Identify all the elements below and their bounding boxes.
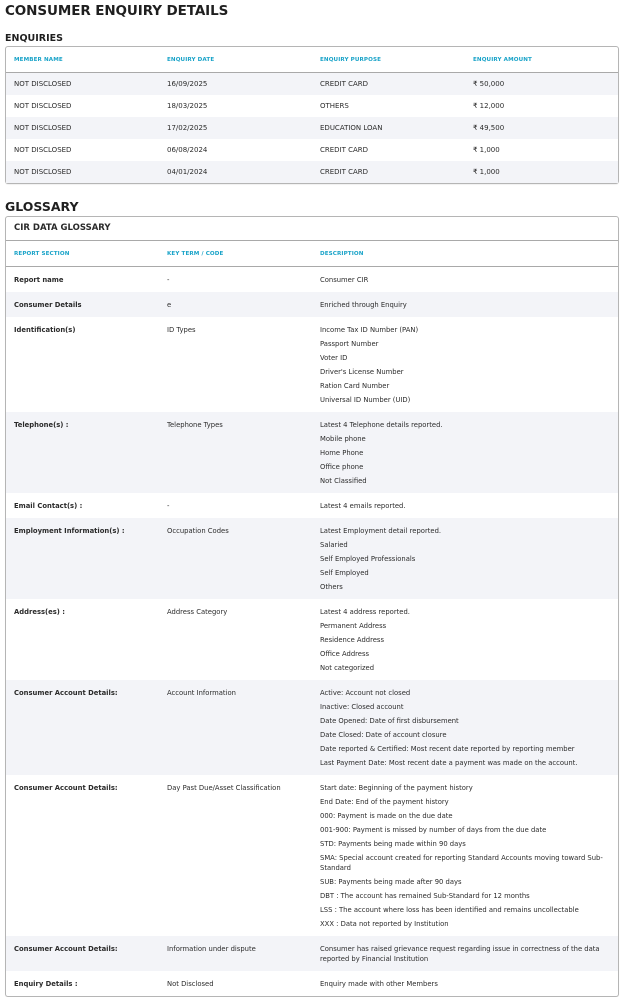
key-term-text: - — [167, 502, 170, 510]
description-line: Driver's License Number — [320, 368, 404, 376]
description — [312, 680, 618, 775]
description-line: Enriched through Enquiry — [320, 301, 407, 309]
description-line: 000: Payment is made on the due date — [320, 812, 453, 820]
table-row — [6, 95, 618, 117]
enquiries-header-row — [6, 47, 618, 73]
report-section — [6, 317, 159, 412]
member-name: NOT DISCLOSED — [14, 80, 72, 88]
key-term — [159, 775, 312, 936]
description-line: Ration Card Number — [320, 382, 390, 390]
description — [312, 292, 618, 317]
description-line: Latest 4 Telephone details reported. — [320, 421, 443, 429]
glossary-row — [6, 412, 618, 493]
glossary-table — [6, 241, 618, 996]
description-line: Salaried — [320, 541, 348, 549]
column-header-enquiry-purpose: ENQUIRY PURPOSE — [312, 47, 465, 73]
glossary-header-row — [6, 241, 618, 267]
key-term-text: Occupation Codes — [167, 527, 229, 535]
description-line: Not categorized — [320, 664, 375, 672]
description-line: Active: Account not closed — [320, 689, 411, 697]
enquiry-date: 16/09/2025 — [167, 80, 208, 88]
description-line: DBT : The account has remained Sub-Standard for 12 months — [320, 892, 530, 900]
table-row — [6, 139, 618, 161]
report-section — [6, 971, 159, 996]
enquiries-card — [5, 46, 619, 184]
description-line: Date Closed: Date of account closure — [320, 731, 447, 739]
description — [312, 936, 618, 971]
enquiries-title: ENQUIRIES — [5, 33, 63, 44]
glossary-card-title: CIR DATA GLOSSARY — [6, 217, 618, 241]
enquiry-date: 04/01/2024 — [167, 168, 208, 176]
glossary-row — [6, 936, 618, 971]
report-section — [6, 599, 159, 680]
key-term-text: Not Disclosed — [167, 980, 214, 988]
key-term-text: e — [167, 301, 172, 309]
enquiry-amount: ₹ 50,000 — [473, 80, 505, 88]
description-line: Enquiry made with other Members — [320, 980, 438, 988]
enquiries-table — [6, 47, 618, 183]
column-header-member-name: MEMBER NAME — [6, 47, 159, 73]
report-section — [6, 267, 159, 293]
description-line: Latest 4 address reported. — [320, 608, 410, 616]
description — [312, 267, 618, 293]
enquiry-amount: ₹ 1,000 — [473, 168, 500, 176]
key-term-text: ID Types — [167, 326, 196, 334]
key-term — [159, 412, 312, 493]
key-term-text: - — [167, 276, 170, 284]
glossary-row — [6, 971, 618, 996]
description-line: Passport Number — [320, 340, 379, 348]
table-row — [6, 161, 618, 183]
description — [312, 412, 618, 493]
description-line: Permanent Address — [320, 622, 387, 630]
description-line: SUB: Payments being made after 90 days — [320, 878, 462, 886]
enquiry-date: 18/03/2025 — [167, 102, 208, 110]
description-line: STD: Payments being made within 90 days — [320, 840, 466, 848]
description-line: Self Employed — [320, 569, 369, 577]
report-section-text: Consumer Account Details: — [14, 945, 118, 953]
report-section — [6, 775, 159, 936]
member-name: NOT DISCLOSED — [14, 124, 72, 132]
report-section-text: Employment Information(s) : — [14, 527, 125, 535]
description-line: Inactive: Closed account — [320, 703, 404, 711]
key-term — [159, 317, 312, 412]
member-name: NOT DISCLOSED — [14, 102, 72, 110]
description-line: Date Opened: Date of first disbursement — [320, 717, 459, 725]
page-title: CONSUMER ENQUIRY DETAILS — [5, 3, 229, 19]
description-line: Voter ID — [320, 354, 348, 362]
table-row — [6, 117, 618, 139]
key-term — [159, 680, 312, 775]
glossary-row — [6, 292, 618, 317]
report-section-text: Consumer Account Details: — [14, 689, 118, 697]
enquiry-amount: ₹ 49,500 — [473, 124, 505, 132]
key-term-text: Account Information — [167, 689, 236, 697]
description — [312, 971, 618, 996]
column-header-enquiry-date: ENQUIRY DATE — [159, 47, 312, 73]
enquiry-purpose: EDUCATION LOAN — [320, 124, 383, 132]
enquiry-date: 17/02/2025 — [167, 124, 208, 132]
column-header-report-section: REPORT SECTION — [6, 241, 159, 267]
member-name: NOT DISCLOSED — [14, 168, 72, 176]
description-line: Office Address — [320, 650, 370, 658]
key-term — [159, 599, 312, 680]
report-section-text: Consumer Account Details: — [14, 784, 118, 792]
description — [312, 775, 618, 936]
report-section-text: Enquiry Details : — [14, 980, 78, 988]
glossary-row — [6, 267, 618, 293]
column-header-description: DESCRIPTION — [312, 241, 618, 267]
glossary-row — [6, 493, 618, 518]
description-line: End Date: End of the payment history — [320, 798, 449, 806]
description-line: Others — [320, 583, 343, 591]
key-term-text: Day Past Due/Asset Classification — [167, 784, 281, 792]
description-line: LSS : The account where loss has been identified and remains uncollectable — [320, 906, 579, 914]
description-line: Office phone — [320, 463, 364, 471]
report-section-text: Telephone(s) : — [14, 421, 69, 429]
glossary-card — [5, 216, 619, 997]
description-line: SMA: Special account created for reporting Standard Accounts moving toward Sub-Standard — [320, 854, 603, 872]
description — [312, 518, 618, 599]
enquiry-amount: ₹ 1,000 — [473, 146, 500, 154]
key-term — [159, 493, 312, 518]
enquiry-purpose: OTHERS — [320, 102, 349, 110]
report-section-text: Email Contact(s) : — [14, 502, 83, 510]
description-line: Latest Employment detail reported. — [320, 527, 442, 535]
key-term-text: Information under dispute — [167, 945, 256, 953]
member-name: NOT DISCLOSED — [14, 146, 72, 154]
description-line: Start date: Beginning of the payment history — [320, 784, 473, 792]
report-section-text: Report name — [14, 276, 64, 284]
description-line: Residence Address — [320, 636, 384, 644]
report-section — [6, 680, 159, 775]
report-section — [6, 936, 159, 971]
enquiry-date: 06/08/2024 — [167, 146, 208, 154]
key-term-text: Address Category — [167, 608, 228, 616]
description-line: Consumer has raised grievance request regarding issue in correctness of the data reported by Financial Institution — [320, 945, 600, 963]
report-section — [6, 518, 159, 599]
description — [312, 317, 618, 412]
report-section-text: Identification(s) — [14, 326, 76, 334]
key-term — [159, 518, 312, 599]
column-header-key-term: KEY TERM / CODE — [159, 241, 312, 267]
enquiry-purpose: CREDIT CARD — [320, 146, 369, 154]
key-term — [159, 971, 312, 996]
report-section-text: Address(es) : — [14, 608, 65, 616]
glossary-row — [6, 775, 618, 936]
description-line: Latest 4 emails reported. — [320, 502, 406, 510]
column-header-enquiry-amount: ENQUIRY AMOUNT — [465, 47, 618, 73]
glossary-body — [6, 267, 618, 997]
key-term — [159, 936, 312, 971]
description — [312, 599, 618, 680]
report-section — [6, 412, 159, 493]
report-section — [6, 292, 159, 317]
description-line: 001-900: Payment is missed by number of days from the due date — [320, 826, 547, 834]
description — [312, 493, 618, 518]
key-term-text: Telephone Types — [167, 421, 223, 429]
glossary-title: GLOSSARY — [5, 199, 79, 214]
description-line: XXX : Data not reported by Institution — [320, 920, 449, 928]
table-row — [6, 73, 618, 96]
description-line: Universal ID Number (UID) — [320, 396, 411, 404]
glossary-row — [6, 317, 618, 412]
enquiry-amount: ₹ 12,000 — [473, 102, 505, 110]
description-line: Home Phone — [320, 449, 364, 457]
description-line: Mobile phone — [320, 435, 366, 443]
enquiry-purpose: CREDIT CARD — [320, 168, 369, 176]
description-line: Consumer CIR — [320, 276, 369, 284]
description-line: Last Payment Date: Most recent date a payment was made on the account. — [320, 759, 578, 767]
description-line: Income Tax ID Number (PAN) — [320, 326, 419, 334]
glossary-row — [6, 599, 618, 680]
glossary-row — [6, 680, 618, 775]
description-line: Not Classified — [320, 477, 367, 485]
description-line: Self Employed Professionals — [320, 555, 416, 563]
description-line: Date reported & Certified: Most recent date reported by reporting member — [320, 745, 575, 753]
report-section — [6, 493, 159, 518]
glossary-row — [6, 518, 618, 599]
enquiry-purpose: CREDIT CARD — [320, 80, 369, 88]
key-term — [159, 267, 312, 293]
report-section-text: Consumer Details — [14, 301, 82, 309]
key-term — [159, 292, 312, 317]
